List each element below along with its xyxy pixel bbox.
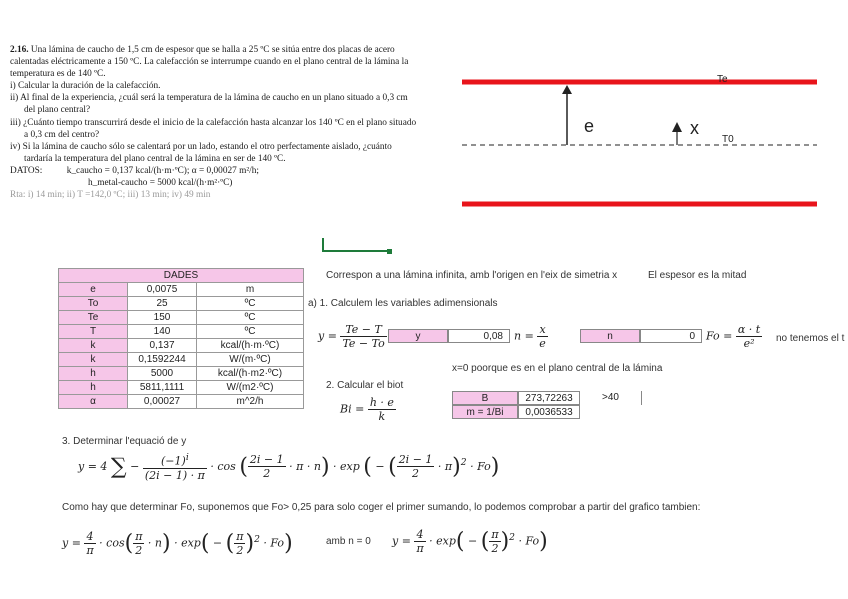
first-term-equation: y = $\frac{4}{\pi}$ · cos( $\frac{\pi}{2}$ · n) · exp( − ( $\frac{\pi}{2}$ )$^2$ · Fo) bbox=[62, 530, 293, 557]
row-unit: ºC bbox=[197, 325, 304, 339]
question-1: i) Calcular la duración de la calefacción. bbox=[10, 81, 161, 92]
x0-note: x=0 poorque es en el plano central de la lámina bbox=[452, 363, 663, 374]
label-e: e bbox=[584, 116, 595, 136]
b-compare-cell: >40 bbox=[580, 391, 642, 405]
row-value[interactable]: 150 bbox=[128, 311, 197, 325]
slab-diagram bbox=[462, 70, 822, 220]
datos-line-2: h_metal-caucho = 5000 kcal/(h·m²·ºC) bbox=[88, 178, 233, 189]
datos-label: DATOS: bbox=[10, 165, 43, 176]
row-value[interactable]: 5000 bbox=[128, 367, 197, 381]
table-row bbox=[59, 381, 304, 395]
fill-handle[interactable] bbox=[387, 249, 392, 254]
step-a: a) 1. Calculem les variables adimensionals bbox=[308, 298, 498, 309]
cell-selection[interactable] bbox=[322, 238, 388, 252]
b-label-cell: B bbox=[452, 391, 518, 405]
table-row bbox=[59, 395, 304, 409]
row-unit: kcal/(h·m·ºC) bbox=[197, 339, 304, 353]
m-value-cell[interactable]: 0,0036533 bbox=[518, 405, 580, 419]
row-unit: ºC bbox=[197, 311, 304, 325]
dades-header: DADES bbox=[59, 269, 304, 283]
question-4: iv) Si la lámina de caucho sólo se calentará por un lado, estando el otro perfectamente aislado, ¿cuánto tardaría la temperatura del plano central de la lámina en ser de 140 ºC. bbox=[10, 141, 392, 164]
row-name: h bbox=[59, 367, 128, 381]
row-name: To bbox=[59, 297, 128, 311]
row-value[interactable]: 140 bbox=[128, 325, 197, 339]
datos-line-1: k_caucho = 0,137 kcal/(h·m·ºC); α = 0,00027 m²/h; bbox=[66, 165, 259, 176]
row-unit: m bbox=[197, 283, 304, 297]
biot-equation: Bi = $\frac{h \cdot e}{k}$ bbox=[340, 396, 394, 423]
y-label-cell: y bbox=[388, 329, 448, 343]
row-unit: W/(m2·ºC) bbox=[197, 381, 304, 395]
row-unit: kcal/(h·m2·ºC) bbox=[197, 367, 304, 381]
row-name: T bbox=[59, 325, 128, 339]
x-arrow-head bbox=[672, 122, 682, 132]
n-value-cell[interactable]: 0 bbox=[640, 329, 702, 343]
m-label-cell: m = 1/Bi bbox=[452, 405, 518, 419]
slab-figure bbox=[462, 70, 822, 220]
row-value[interactable]: 5811,1111 bbox=[128, 381, 197, 395]
step-biot: 2. Calcular el biot bbox=[326, 380, 404, 391]
y-value-cell[interactable]: 0,08 bbox=[448, 329, 510, 343]
espesor-note: El espesor es la mitad bbox=[648, 270, 747, 281]
row-name: k bbox=[59, 339, 128, 353]
table-row bbox=[59, 311, 304, 325]
row-value[interactable]: 0,137 bbox=[128, 339, 197, 353]
label-x: x bbox=[690, 118, 699, 138]
table-row bbox=[59, 283, 304, 297]
row-value[interactable]: 25 bbox=[128, 297, 197, 311]
intro-note: Correspon a una lámina infinita, amb l'origen en l'eix de simetria x bbox=[326, 270, 618, 281]
problem-number: 2.16. bbox=[10, 45, 29, 55]
step-3: 3. Determinar l'equació de y bbox=[62, 436, 187, 447]
question-2: ii) Al final de la experiencia, ¿cuál será la temperatura de la lámina de caucho en un plano situado a 0,3 cm del plano central? bbox=[10, 93, 408, 116]
problem-statement bbox=[10, 44, 420, 201]
problem-statement-text: Una lámina de caucho de 1,5 cm de espesor que se halla a 25 ºC se sitúa entre dos placas de acero calentadas eléctricamente a 150 ºC. La calefacción se interrumpe cuando en el plano central de la lámina la temperatura es de 140 ºC. bbox=[10, 45, 409, 80]
answer-line: Rta: i) 14 min; ii) T =142,0 ºC; iii) 13 min; iv) 49 min bbox=[10, 190, 211, 201]
dades-table bbox=[58, 268, 304, 409]
row-value[interactable]: 0,1592244 bbox=[128, 353, 197, 367]
fo-equation: Fo = $\frac{\alpha \cdot t}{\text{e²}}$ bbox=[706, 323, 761, 350]
question-3: iii) ¿Cuánto tiempo transcurrirá desde el inicio de la calefacción hasta alcanzar los 140 ºC en el plano situado a 0,3 cm del centro? bbox=[10, 117, 417, 140]
row-value[interactable]: 0,0075 bbox=[128, 283, 197, 297]
b-value-cell[interactable]: 273,72263 bbox=[518, 391, 580, 405]
fo-explanation: Como hay que determinar Fo, suponemos que Fo> 0,25 para solo coger el primer sumando, lo podemos comprobar a partir del grafico tambien: bbox=[62, 502, 701, 513]
table-row bbox=[59, 339, 304, 353]
row-unit: ºC bbox=[197, 297, 304, 311]
row-unit: W/(m·ºC) bbox=[197, 353, 304, 367]
row-name: e bbox=[59, 283, 128, 297]
row-name: k bbox=[59, 353, 128, 367]
fo-note: no tenemos el t bbox=[776, 333, 845, 344]
row-value[interactable]: 0,00027 bbox=[128, 395, 197, 409]
y-equation: y = $\frac{Te - T}{Te - To}$ bbox=[318, 323, 385, 350]
series-equation: y = 4 ∑ − $\frac{(-1)^i}{(2i - 1) \cdot \pi}$ · cos ( $\frac{2i - 1}{2}$ · π · n) · exp ( − ( $\frac{2i - 1}{2}$ · π)$^2$ · Fo) bbox=[78, 452, 500, 482]
label-te: Te bbox=[717, 74, 728, 85]
amb-n-note: amb n = 0 bbox=[326, 536, 371, 547]
table-row bbox=[59, 367, 304, 381]
row-unit: m^2/h bbox=[197, 395, 304, 409]
table-row bbox=[59, 353, 304, 367]
simplified-equation: y = $\frac{4}{\pi}$ · exp( − ( $\frac{\pi}{2}$ )$^2$ · Fo) bbox=[392, 528, 548, 555]
n-label-cell: n bbox=[580, 329, 640, 343]
table-row bbox=[59, 325, 304, 339]
row-name: h bbox=[59, 381, 128, 395]
n-equation: n = $\frac{x}{e}$ bbox=[514, 323, 546, 350]
row-name: α bbox=[59, 395, 128, 409]
e-arrow-head bbox=[562, 85, 572, 94]
table-row bbox=[59, 297, 304, 311]
row-name: Te bbox=[59, 311, 128, 325]
label-t0: T0 bbox=[722, 134, 734, 145]
